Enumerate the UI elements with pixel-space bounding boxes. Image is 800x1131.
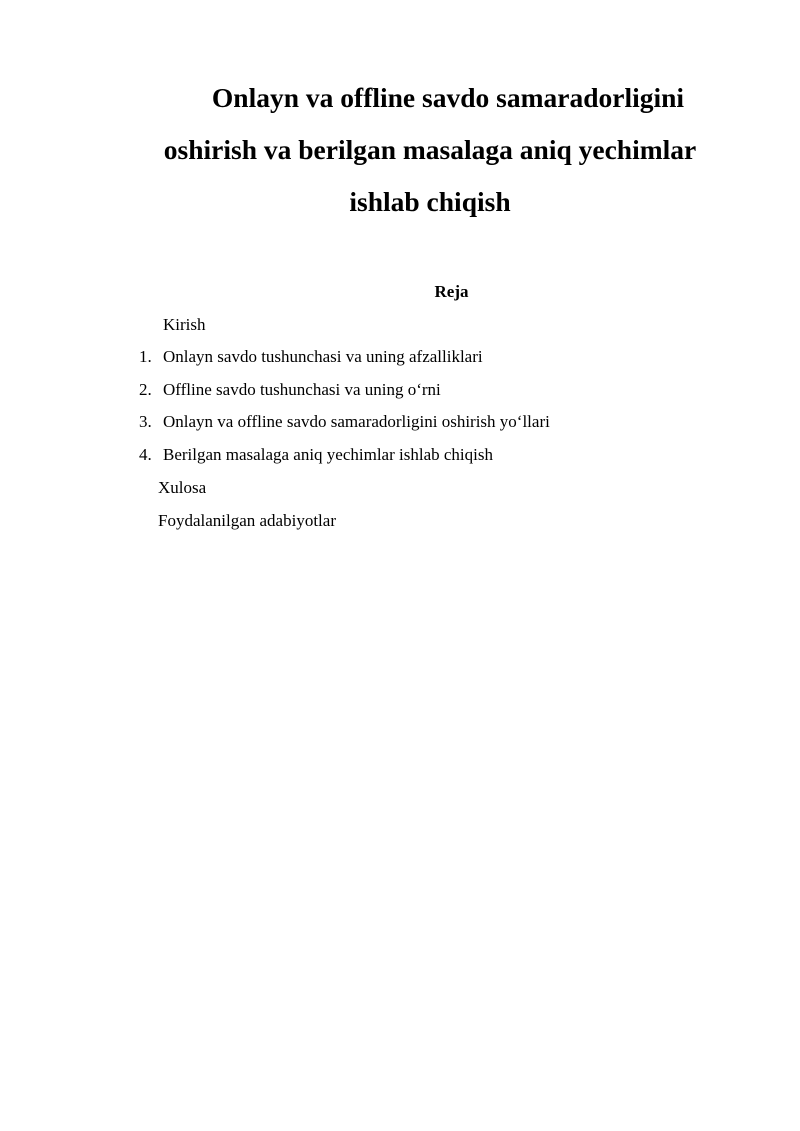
toc-item-number: 3. [139, 412, 152, 431]
toc-conclusion: Xulosa [158, 478, 207, 497]
document-title [130, 72, 730, 228]
toc-item-text: Berilgan masalaga aniq yechimlar ishlab chiqish [163, 445, 493, 464]
toc-item-3 [139, 410, 550, 434]
title-line-1: Onlayn va offline savdo samaradorligini [211, 82, 685, 113]
toc-references: Foydalanilgan adabiyotlar [158, 511, 336, 530]
toc-item-2 [139, 378, 441, 402]
toc-item-text: Offline savdo tushunchasi va uning oʻrni [163, 380, 441, 399]
toc-item-text: Onlayn va offline savdo samaradorligini oshirish yoʻllari [163, 412, 550, 431]
toc-item-number: 1. [139, 347, 152, 366]
title-line-3: ishlab chiqish [349, 186, 511, 217]
toc-intro: Kirish [163, 315, 206, 334]
toc-item-number: 2. [139, 380, 152, 399]
plan-heading: Reja [434, 282, 469, 301]
title-line-2: oshirish va berilgan masalaga aniq yechimlar [163, 134, 697, 165]
toc-item-number: 4. [139, 445, 152, 464]
toc-item-1 [139, 345, 483, 369]
toc-item-text: Onlayn savdo tushunchasi va uning afzalliklari [163, 347, 483, 366]
toc-item-4 [139, 443, 493, 467]
